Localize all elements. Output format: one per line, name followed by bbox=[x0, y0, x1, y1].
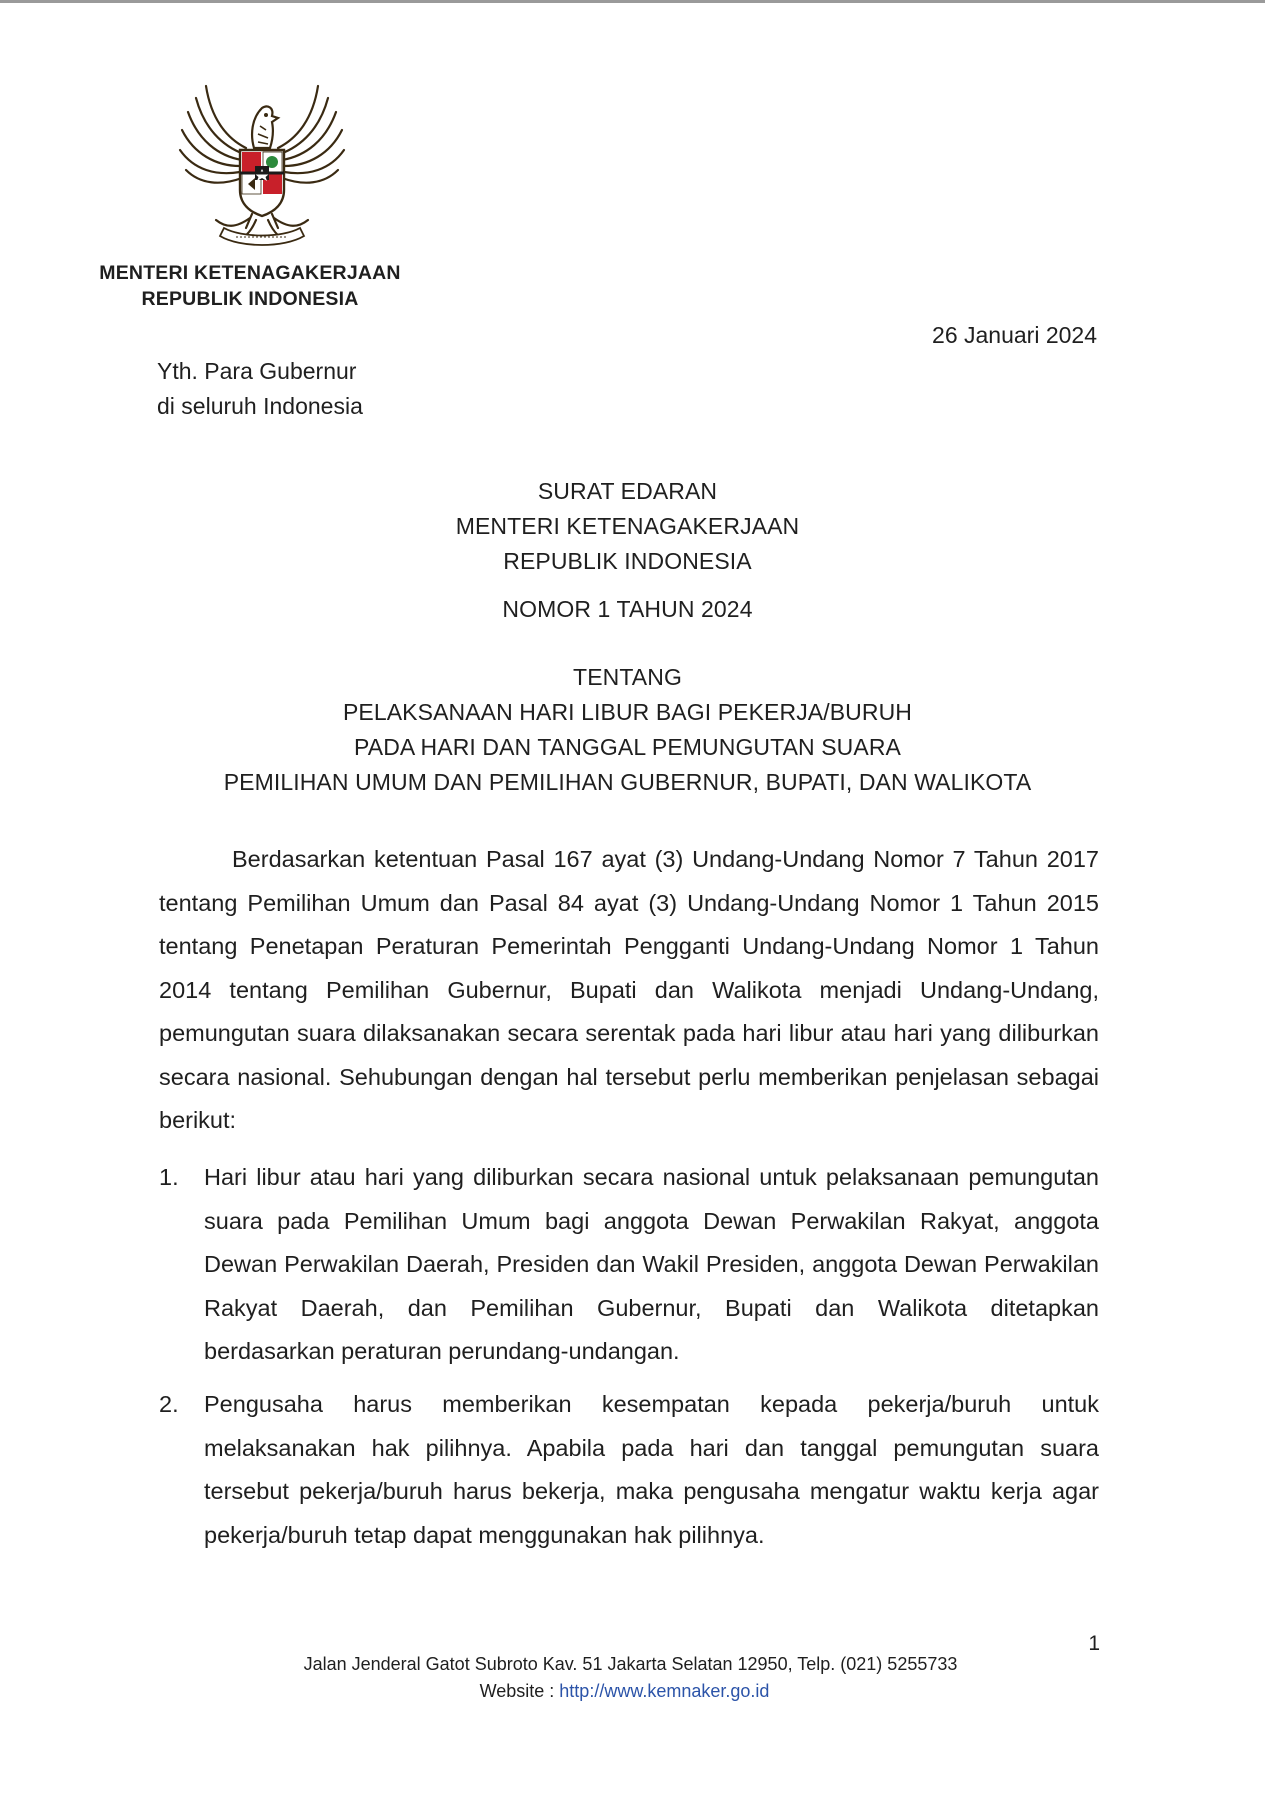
list-item-number: 2. bbox=[159, 1391, 179, 1417]
scan-edge-line bbox=[0, 0, 1265, 3]
footer-website-label: Website : bbox=[479, 1681, 560, 1701]
heading-title: SURAT EDARAN bbox=[537, 478, 718, 504]
heading-number: NOMOR 1 TAHUN 2024 bbox=[502, 596, 753, 622]
list-item-text: Hari libur atau hari yang diliburkan secara nasional untuk pelaksanaan pemungutan suara pada Pemilihan Umum bagi anggota Dewan Perwakilan Rakyat, anggota Dewan Perwakilan Daerah, Presiden dan Wakil Presiden, anggota Dewan Perwakilan Rakyat Daerah, dan Pemilihan Gubernur, Bupati dan Walikota ditetapkan berdasarkan peraturan perundang-undangan. bbox=[204, 1164, 1099, 1364]
footer-address: Jalan Jenderal Gatot Subroto Kav. 51 Jakarta Selatan 12950, Telp. (021) 5255733 bbox=[303, 1654, 958, 1674]
list-item-text: Pengusaha harus memberikan kesempatan kepada pekerja/buruh untuk melaksanakan hak pilihnya. Apabila pada hari dan tanggal pemungutan suara tersebut pekerja/buruh harus bekerja, maka pengusaha mengatur waktu kerja agar pekerja/buruh tetap dapat menggunakan hak pilihnya. bbox=[204, 1391, 1099, 1548]
list-item bbox=[159, 1156, 1099, 1374]
heading-subject-line-3: PEMILIHAN UMUM DAN PEMILIHAN GUBERNUR, BUPATI, DAN WALIKOTA bbox=[223, 769, 1032, 795]
footer-website-link[interactable]: http://www.kemnaker.go.id bbox=[559, 1681, 770, 1701]
letter-date: 26 Januari 2024 bbox=[932, 322, 1097, 348]
letterhead-republic: REPUBLIK INDONESIA bbox=[141, 288, 359, 310]
intro-paragraph: Berdasarkan ketentuan Pasal 167 ayat (3) Undang-Undang Nomor 7 Tahun 2017 tentang Pemilihan Umum dan Pasal 84 ayat (3) Undang-Undang Nomor 1 Tahun 2015 tentang Penetapan Peraturan Pemerintah Pengganti Undang-Undang Nomor 1 Tahun 2014 tentang Pemilihan Gubernur, Bupati dan Walikota menjadi Undang-Undang, pemungutan suara dilaksanakan secara serentak pada hari libur atau hari yang diliburkan secara nasional. Sehubungan dengan hal tersebut perlu memberikan penjelasan sebagai berikut: bbox=[159, 846, 1099, 1133]
heading-subject-line-1: PELAKSANAAN HARI LIBUR BAGI PEKERJA/BURUH bbox=[342, 699, 913, 725]
addressee-line-1: Yth. Para Gubernur bbox=[157, 358, 357, 384]
footer-website bbox=[0, 1681, 1257, 1702]
provision-list-1 bbox=[159, 1156, 1099, 1374]
heading-ministry: MENTERI KETENAGAKERJAAN bbox=[455, 513, 800, 539]
heading-subject-line-2: PADA HARI DAN TANGGAL PEMUNGUTAN SUARA bbox=[354, 734, 901, 760]
heading-republic: REPUBLIK INDONESIA bbox=[503, 548, 752, 574]
list-item-number: 1. bbox=[159, 1164, 179, 1190]
list-item bbox=[159, 1383, 1099, 1557]
provision-list-2 bbox=[159, 1383, 1099, 1557]
letterhead-ministry: MENTERI KETENAGAKERJAAN bbox=[99, 262, 401, 284]
garuda-emblem-icon bbox=[176, 78, 348, 256]
page-number: 1 bbox=[1088, 1632, 1100, 1655]
heading-about: TENTANG bbox=[573, 664, 682, 690]
addressee-line-2: di seluruh Indonesia bbox=[157, 393, 363, 419]
